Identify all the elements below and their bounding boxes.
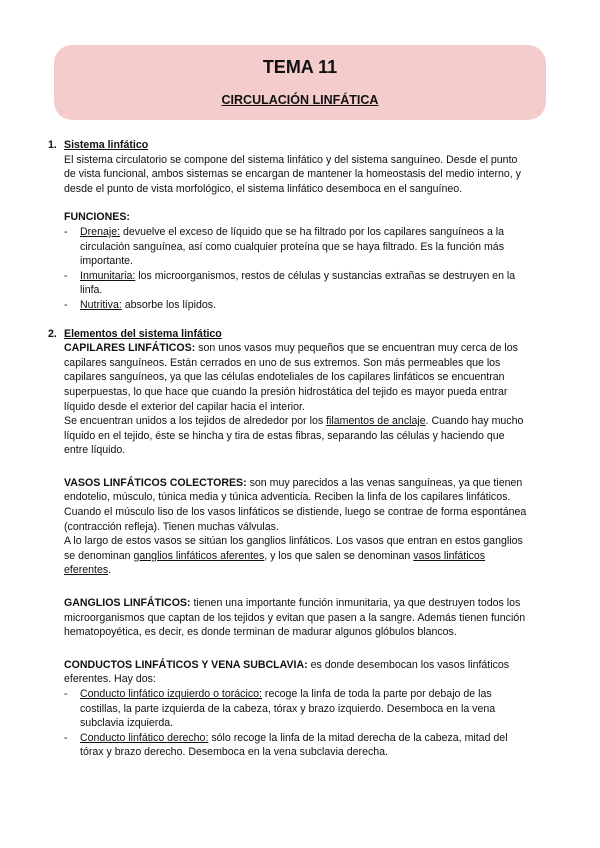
section-1-number: 1.: [48, 139, 57, 151]
page-subtitle: CIRCULACIÓN LINFÁTICA: [221, 93, 379, 107]
capilares-paragraph-2: Se encuentran unidos a los tejidos de alrededor por los filamentos de anclaje. Cuando hay mucho líquido en el tejido, éste se hincha y tira de estas fibras, separando las células y haciendo que entre líquido.: [64, 415, 524, 457]
section-1-heading: [48, 138, 528, 153]
section-1-title: Sistema linfático: [64, 139, 149, 151]
section-2-heading: [48, 327, 528, 342]
conductos-paragraph: CONDUCTOS LINFÁTICOS Y VENA SUBCLAVIA: es donde desembocan los vasos linfáticos eferentes. Hay dos:: [64, 658, 510, 686]
title-banner: [54, 45, 546, 120]
list-item: - Nutritiva: absorbe los lípidos.: [64, 298, 528, 313]
list-item: - Drenaje: devuelve el exceso de líquido que se ha filtrado por los capilares sanguíneos a la circulación sanguínea, así como cualquier proteína que se haya filtrado. Es la función más importante.: [64, 225, 528, 269]
page-title: TEMA 11: [262, 57, 338, 77]
vasos-paragraph-2: A lo largo de estos vasos se sitúan los ganglios linfáticos. Los vasos que entran en estos ganglios se denominan ganglios linfáticos aferentes, y los que salen se denominan vasos linfáticos eferentes.: [64, 535, 523, 577]
section-2-title: Elementos del sistema linfático: [64, 327, 222, 340]
capilares-paragraph: CAPILARES LINFÁTICOS: son unos vasos muy pequeños que se encuentran muy cerca de los capilares sanguíneos. Están cerrados en uno de sus extremos. Son más permeables que los capilares sanguíneos, ya que las células endoteliales de los capilares linfáticos se encuentran superpuestas, lo que hace que cuando la presión hidrostática del tejido es mayor pueda entrar líquido desde el exterior del capilar hacia el interior.: [64, 342, 518, 413]
vasos-paragraph: VASOS LINFÁTICOS COLECTORES: son muy parecidos a las venas sanguíneas, ya que tienen endotelio, músculo, túnica media y túnica adventicia. Reciben la linfa de los capilares linfáticos. Cuando el músculo liso de los vasos linfáticos se distiende, luego se contrae de forma espontánea (contracción refleja). Tienen muchas válvulas.: [64, 476, 527, 533]
document-body: [48, 138, 528, 760]
list-item: - Conducto linfático izquierdo o torácico: recoge la linfa de toda la parte por debajo de las costillas, la parte izquierda de la cabeza, tórax y brazo izquierdo. Desemboca en la vena subclavia izquierda.: [64, 687, 528, 731]
functions-list: [48, 225, 528, 313]
section-2-number: 2.: [48, 327, 57, 340]
list-item: - Conducto linfático derecho: sólo recoge la linfa de la mitad derecha de la cabeza, mitad del tórax y brazo derecho. Desemboca en la vena subclavia derecha.: [64, 731, 528, 760]
list-item: - Inmunitaria: los microorganismos, restos de células y sustancias extrañas se destruyen en la linfa.: [64, 269, 528, 298]
ganglios-paragraph: GANGLIOS LINFÁTICOS: tienen una importante función inmunitaria, ya que destruyen todos los microorganismos que captan de los tejidos y evitan que pasen a la sangre. Además tienen función hematopoyética, es decir, es donde terminan de madurar algunos glóbulos blancos.: [64, 597, 526, 639]
section-1-intro: El sistema circulatorio se compone del sistema linfático y del sistema sanguíneo. Desde el punto de vista funcional, ambos sistemas se encargan de mantener la homeostasis del medio interno, y desde el punto de vista morfológico, el sistema linfático desemboca en el sanguíneo.: [64, 153, 521, 195]
functions-heading: FUNCIONES:: [64, 211, 130, 224]
conductos-list: [48, 687, 528, 760]
